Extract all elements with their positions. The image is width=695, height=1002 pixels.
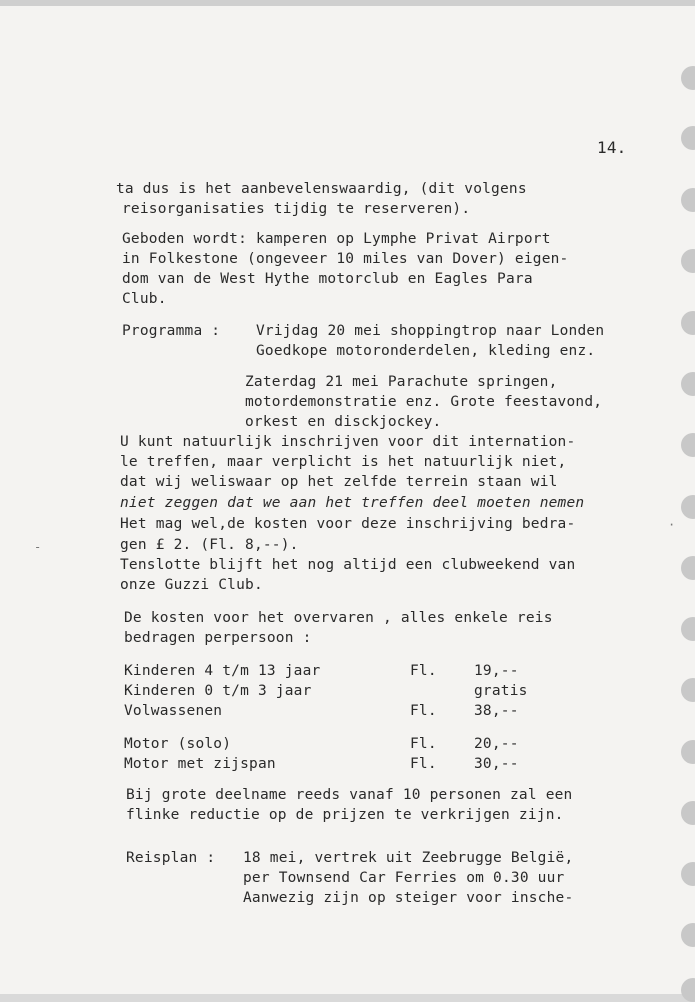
text-line: Tenslotte blijft het nog altijd een clubweekend van xyxy=(120,557,576,573)
punch-hole-icon xyxy=(681,249,695,273)
price-currency: Fl. xyxy=(410,736,437,752)
price-amount: 30,-- xyxy=(474,756,519,772)
punch-hole-icon xyxy=(681,433,695,457)
punch-hole-icon xyxy=(681,923,695,947)
price-item: Volwassenen xyxy=(124,703,223,719)
punch-hole-icon xyxy=(681,311,695,335)
price-currency: Fl. xyxy=(410,756,437,772)
travel-label: Reisplan : xyxy=(126,850,216,866)
price-amount: 20,-- xyxy=(474,736,519,752)
punch-hole-icon xyxy=(681,372,695,396)
punch-hole-icon xyxy=(681,66,695,90)
price-amount: 19,-- xyxy=(474,663,519,679)
page-number: 14. xyxy=(597,138,627,157)
text-line: motordemonstratie enz. Grote feestavond, xyxy=(245,394,603,410)
punch-hole-icon xyxy=(681,126,695,150)
text-line: flinke reductie op de prijzen te verkrijgen zijn. xyxy=(126,807,564,823)
punch-hole-icon xyxy=(681,617,695,641)
price-currency: Fl. xyxy=(410,703,437,719)
text-line: orkest en disckjockey. xyxy=(245,414,442,430)
text-line: Vrijdag 20 mei shoppingtrop naar Londen xyxy=(256,323,605,339)
text-line: dat wij weliswaar op het zelfde terrein staan wil xyxy=(120,474,558,490)
punch-hole-icon xyxy=(681,556,695,580)
price-item: Motor met zijspan xyxy=(124,756,276,772)
price-item: Kinderen 4 t/m 13 jaar xyxy=(124,663,321,679)
punch-hole-icon xyxy=(681,495,695,519)
text-line: reisorganisaties tijdig te reserveren). xyxy=(122,201,471,217)
margin-dash-mark: - xyxy=(34,540,42,554)
text-line: De kosten voor het overvaren , alles enkele reis xyxy=(124,610,553,626)
price-item: Motor (solo) xyxy=(124,736,232,752)
punch-hole-icon xyxy=(681,740,695,764)
text-line: onze Guzzi Club. xyxy=(120,577,263,593)
text-line: Goedkope motoronderdelen, kleding enz. xyxy=(256,343,596,359)
text-line: ta dus is het aanbevelenswaardig, (dit volgens xyxy=(116,181,527,197)
text-line: Club. xyxy=(122,291,167,307)
margin-dot-mark: · xyxy=(668,518,676,532)
price-item: Kinderen 0 t/m 3 jaar xyxy=(124,683,312,699)
punch-hole-icon xyxy=(681,188,695,212)
price-amount: 38,-- xyxy=(474,703,519,719)
text-line: bedragen perpersoon : xyxy=(124,630,312,646)
text-line: le treffen, maar verplicht is het natuurlijk niet, xyxy=(120,454,567,470)
text-line: gen £ 2. (Fl. 8,--). xyxy=(120,537,299,553)
program-label: Programma : xyxy=(122,323,221,339)
text-line: Zaterdag 21 mei Parachute springen, xyxy=(245,374,558,390)
text-line: niet zeggen dat we aan het treffen deel moeten nemen xyxy=(120,495,585,511)
punch-hole-icon xyxy=(681,862,695,886)
text-line: U kunt natuurlijk inschrijven voor dit internation- xyxy=(120,434,576,450)
text-line: Het mag wel,de kosten voor deze inschrijving bedra- xyxy=(120,516,576,532)
punch-hole-icon xyxy=(681,801,695,825)
text-line: Bij grote deelname reeds vanaf 10 personen zal een xyxy=(126,787,573,803)
price-currency: Fl. xyxy=(410,663,437,679)
text-line: Geboden wordt: kamperen op Lymphe Privat Airport xyxy=(122,231,551,247)
punch-hole-icon xyxy=(681,978,695,1002)
text-line: Aanwezig zijn op steiger voor insche- xyxy=(243,890,574,906)
punch-hole-icon xyxy=(681,678,695,702)
text-line: in Folkestone (ongeveer 10 miles van Dover) eigen- xyxy=(122,251,569,267)
text-line: dom van de West Hythe motorclub en Eagles Para xyxy=(122,271,533,287)
text-line: 18 mei, vertrek uit Zeebrugge België, xyxy=(243,850,574,866)
price-amount: gratis xyxy=(474,683,528,699)
text-line: per Townsend Car Ferries om 0.30 uur xyxy=(243,870,565,886)
